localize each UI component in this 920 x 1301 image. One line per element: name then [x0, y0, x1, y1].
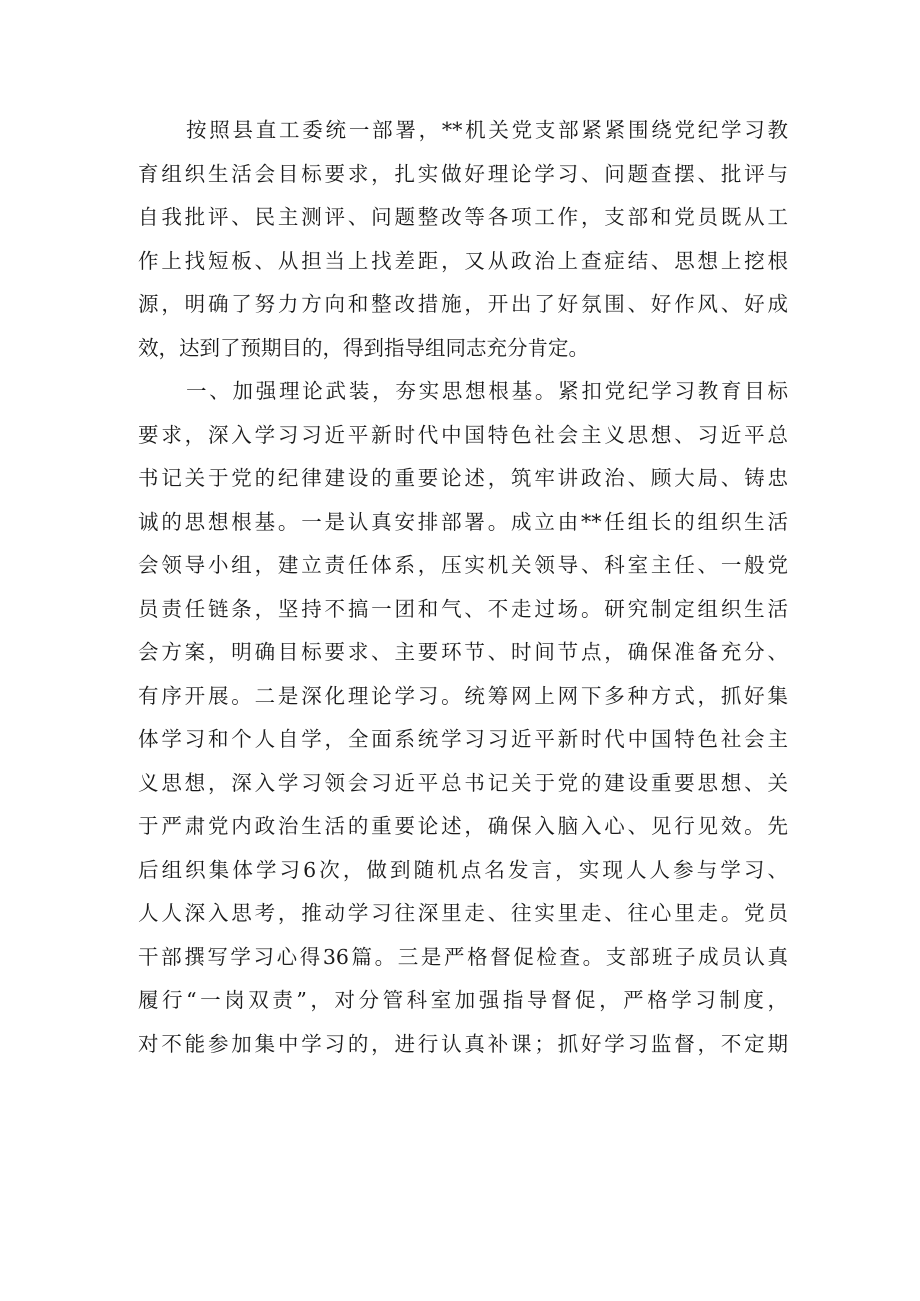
paragraph-section-1: [138, 370, 788, 1066]
paragraph-intro: [138, 109, 788, 370]
text-line: 书记关于党的纪律建设的重要论述，筑牢讲政治、顾大局、铸忠: [138, 466, 788, 490]
text-line: 诚的思想根基。一是认真安排部署。成立由**任组长的组织生活: [138, 509, 788, 534]
text-line: 会领导小组，建立责任体系，压实机关领导、科室主任、一般党: [138, 553, 788, 577]
text-line: 一、加强理论武装，夯实思想根基。紧扣党纪学习教育目标: [186, 379, 788, 403]
text-line: 对不能参加集中学习的，进行认真补课；抓好学习监督，不定期: [138, 1031, 788, 1056]
text-line: 体学习和个人自学，全面系统学习习近平新时代中国特色社会主: [138, 727, 788, 751]
text-line: 按照县直工委统一部署，**机关党支部紧紧围绕党纪学习教: [186, 118, 788, 142]
text-line: 后组织集体学习6次，做到随机点名发言，实现人人参与学习、: [138, 857, 788, 882]
text-line: 干部撰写学习心得36篇。三是严格督促检查。支部班子成员认真: [138, 944, 788, 969]
text-line: 作上找短板、从担当上找差距，又从政治上查症结、思想上挖根: [138, 248, 788, 273]
text-line: 员责任链条，坚持不搞一团和气、不走过场。研究制定组织生活: [138, 596, 788, 621]
text-line: 源，明确了努力方向和整改措施，开出了好氛围、好作风、好成: [138, 292, 788, 316]
text-line: 义思想，深入学习领会习近平总书记关于党的建设重要思想、关: [138, 770, 788, 795]
text-line: 履行“一岗双责”，对分管科室加强指导督促，严格学习制度，: [138, 988, 788, 1012]
text-line: 会方案，明确目标要求、主要环节、时间节点，确保准备充分、: [138, 640, 788, 664]
text-line: 效，达到了预期目的，得到指导组同志充分肯定。: [138, 335, 589, 360]
text-line: 自我批评、民主测评、问题整改等各项工作，支部和党员既从工: [138, 205, 788, 229]
text-line: 有序开展。二是深化理论学习。统筹网上网下多种方式，抓好集: [138, 683, 788, 708]
text-line: 要求，深入学习习近平新时代中国特色社会主义思想、习近平总: [138, 422, 788, 447]
text-line: 育组织生活会目标要求，扎实做好理论学习、问题查摆、批评与: [138, 161, 788, 186]
text-line: 人人深入思考，推动学习往深里走、往实里走、往心里走。党员: [138, 901, 788, 925]
text-line: 于严肃党内政治生活的重要论述，确保入脑入心、见行见效。先: [138, 814, 788, 838]
document-page: [138, 109, 788, 1066]
